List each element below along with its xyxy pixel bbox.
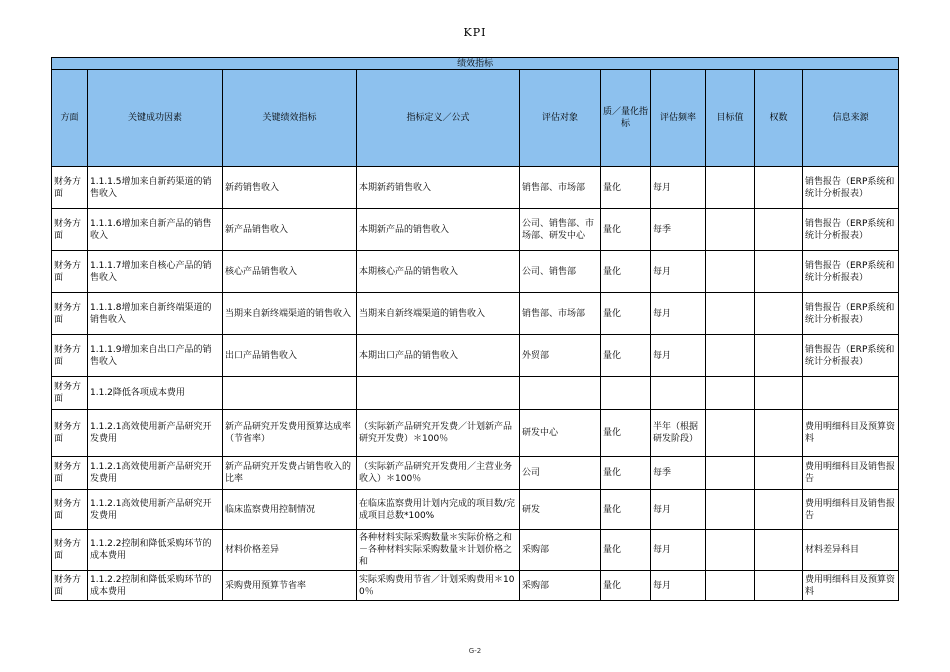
cell-key-success-factor: 1.1.1.7增加来自核心产品的销售收入 xyxy=(88,251,223,293)
cell-frequency: 每月 xyxy=(651,293,706,335)
cell-target-value xyxy=(706,377,755,410)
header-weight: 权数 xyxy=(755,70,803,167)
cell-info-source: 费用明细科目及预算资料 xyxy=(803,410,899,457)
cell-frequency: 每月 xyxy=(651,335,706,377)
cell-quality-quantity: 量化 xyxy=(601,410,651,457)
cell-target-value xyxy=(706,457,755,490)
cell-definition-formula: 本期新产品的销售收入 xyxy=(357,209,520,251)
cell-weight xyxy=(755,293,803,335)
cell-frequency: 半年（根据研发阶段） xyxy=(651,410,706,457)
kpi-table xyxy=(51,57,899,601)
cell-aspect: 财务方面 xyxy=(52,410,88,457)
cell-target-value xyxy=(706,209,755,251)
table-row xyxy=(52,293,899,335)
table-row xyxy=(52,209,899,251)
cell-weight xyxy=(755,530,803,571)
cell-key-success-factor: 1.1.1.9增加来自出口产品的销售收入 xyxy=(88,335,223,377)
cell-kpi: 新产品研究开发费占销售收入的比率 xyxy=(223,457,357,490)
cell-target-value xyxy=(706,251,755,293)
table-row xyxy=(52,490,899,530)
cell-target-object: 销售部、市场部 xyxy=(520,293,601,335)
cell-weight xyxy=(755,377,803,410)
cell-kpi: 临床监察费用控制情况 xyxy=(223,490,357,530)
cell-target-object: 采购部 xyxy=(520,530,601,571)
cell-target-object: 研发中心 xyxy=(520,410,601,457)
cell-target-value xyxy=(706,530,755,571)
cell-frequency: 每月 xyxy=(651,490,706,530)
header-target-value: 目标值 xyxy=(706,70,755,167)
cell-definition-formula: 本期出口产品的销售收入 xyxy=(357,335,520,377)
cell-info-source: 费用明细科目及销售报告 xyxy=(803,490,899,530)
cell-quality-quantity: 量化 xyxy=(601,167,651,209)
cell-kpi: 当期来自新终端渠道的销售收入 xyxy=(223,293,357,335)
cell-target-object: 研发 xyxy=(520,490,601,530)
cell-weight xyxy=(755,571,803,601)
cell-frequency: 每季 xyxy=(651,209,706,251)
table-row xyxy=(52,410,899,457)
cell-aspect: 财务方面 xyxy=(52,209,88,251)
table-row xyxy=(52,377,899,410)
cell-key-success-factor: 1.1.1.8增加来自新终端渠道的销售收入 xyxy=(88,293,223,335)
cell-info-source: 销售报告（ERP系统和统计分析报表） xyxy=(803,335,899,377)
cell-target-value xyxy=(706,167,755,209)
cell-kpi: 新产品研究开发费用预算达成率（节省率） xyxy=(223,410,357,457)
cell-aspect: 财务方面 xyxy=(52,251,88,293)
cell-weight xyxy=(755,251,803,293)
cell-info-source xyxy=(803,377,899,410)
cell-info-source: 销售报告（ERP系统和统计分析报表） xyxy=(803,293,899,335)
cell-target-value xyxy=(706,410,755,457)
cell-kpi: 出口产品销售收入 xyxy=(223,335,357,377)
cell-weight xyxy=(755,490,803,530)
cell-target-value xyxy=(706,490,755,530)
header-target-object: 评估对象 xyxy=(520,70,601,167)
table-row xyxy=(52,530,899,571)
cell-target-value xyxy=(706,571,755,601)
cell-target-object: 采购部 xyxy=(520,571,601,601)
cell-definition-formula: 本期核心产品的销售收入 xyxy=(357,251,520,293)
cell-quality-quantity: 量化 xyxy=(601,571,651,601)
cell-aspect: 财务方面 xyxy=(52,490,88,530)
cell-quality-quantity: 量化 xyxy=(601,490,651,530)
cell-frequency xyxy=(651,377,706,410)
cell-key-success-factor: 1.1.2.1高效使用新产品研究开发费用 xyxy=(88,490,223,530)
cell-definition-formula: 当期来自新终端渠道的销售收入 xyxy=(357,293,520,335)
cell-key-success-factor: 1.1.2.1高效使用新产品研究开发费用 xyxy=(88,457,223,490)
cell-kpi: 采购费用预算节省率 xyxy=(223,571,357,601)
cell-definition-formula: （实际新产品研究开发费用／主营业务收入）＊100％ xyxy=(357,457,520,490)
cell-target-object xyxy=(520,377,601,410)
cell-definition-formula xyxy=(357,377,520,410)
cell-key-success-factor: 1.1.2降低各项成本费用 xyxy=(88,377,223,410)
table-header-row xyxy=(52,70,899,167)
cell-quality-quantity xyxy=(601,377,651,410)
cell-frequency: 每月 xyxy=(651,530,706,571)
cell-target-object: 公司、销售部、市场部、研发中心 xyxy=(520,209,601,251)
cell-target-object: 外贸部 xyxy=(520,335,601,377)
cell-aspect: 财务方面 xyxy=(52,335,88,377)
cell-definition-formula: 实际采购费用节省／计划采购费用＊100％ xyxy=(357,571,520,601)
cell-aspect: 财务方面 xyxy=(52,293,88,335)
cell-info-source: 费用明细科目及预算资料 xyxy=(803,571,899,601)
cell-key-success-factor: 1.1.1.5增加来自新药渠道的销售收入 xyxy=(88,167,223,209)
cell-kpi: 核心产品销售收入 xyxy=(223,251,357,293)
cell-quality-quantity: 量化 xyxy=(601,293,651,335)
table-row xyxy=(52,457,899,490)
header-kpi: 关键绩效指标 xyxy=(223,70,357,167)
header-aspect: 方面 xyxy=(52,70,88,167)
cell-weight xyxy=(755,209,803,251)
table-banner: 绩效指标 xyxy=(52,58,899,70)
cell-target-value xyxy=(706,293,755,335)
cell-key-success-factor: 1.1.1.6增加来自新产品的销售收入 xyxy=(88,209,223,251)
cell-target-object: 公司 xyxy=(520,457,601,490)
document-title: KPI xyxy=(463,26,487,39)
cell-quality-quantity: 量化 xyxy=(601,209,651,251)
cell-quality-quantity: 量化 xyxy=(601,530,651,571)
header-definition-formula: 指标定义／公式 xyxy=(357,70,520,167)
cell-frequency: 每月 xyxy=(651,251,706,293)
table-row xyxy=(52,335,899,377)
header-key-success-factor: 关键成功因素 xyxy=(88,70,223,167)
cell-target-object: 公司、销售部 xyxy=(520,251,601,293)
cell-info-source: 销售报告（ERP系统和统计分析报表） xyxy=(803,251,899,293)
cell-frequency: 每月 xyxy=(651,167,706,209)
cell-aspect: 财务方面 xyxy=(52,457,88,490)
cell-kpi: 材料价格差异 xyxy=(223,530,357,571)
header-info-source: 信息来源 xyxy=(803,70,899,167)
table-row xyxy=(52,251,899,293)
cell-info-source: 销售报告（ERP系统和统计分析报表） xyxy=(803,167,899,209)
cell-kpi: 新产品销售收入 xyxy=(223,209,357,251)
cell-aspect: 财务方面 xyxy=(52,530,88,571)
cell-aspect: 财务方面 xyxy=(52,571,88,601)
cell-frequency: 每月 xyxy=(651,571,706,601)
cell-definition-formula: 本期新药销售收入 xyxy=(357,167,520,209)
cell-info-source: 费用明细科目及销售报告 xyxy=(803,457,899,490)
cell-info-source: 销售报告（ERP系统和统计分析报表） xyxy=(803,209,899,251)
cell-key-success-factor: 1.1.2.2控制和降低采购环节的成本费用 xyxy=(88,530,223,571)
table-banner-row xyxy=(52,58,899,70)
page-footer: G-2 xyxy=(468,647,482,655)
table-row xyxy=(52,571,899,601)
cell-quality-quantity: 量化 xyxy=(601,335,651,377)
cell-target-value xyxy=(706,335,755,377)
cell-kpi: 新药销售收入 xyxy=(223,167,357,209)
cell-key-success-factor: 1.1.2.1高效使用新产品研究开发费用 xyxy=(88,410,223,457)
cell-target-object: 销售部、市场部 xyxy=(520,167,601,209)
cell-quality-quantity: 量化 xyxy=(601,457,651,490)
cell-weight xyxy=(755,410,803,457)
cell-aspect: 财务方面 xyxy=(52,377,88,410)
table-body xyxy=(52,167,899,601)
cell-kpi xyxy=(223,377,357,410)
header-quality-quantity: 质／量化指标 xyxy=(601,70,651,167)
cell-info-source: 材料差异科目 xyxy=(803,530,899,571)
cell-key-success-factor: 1.1.2.2控制和降低采购环节的成本费用 xyxy=(88,571,223,601)
cell-aspect: 财务方面 xyxy=(52,167,88,209)
cell-weight xyxy=(755,167,803,209)
cell-quality-quantity: 量化 xyxy=(601,251,651,293)
cell-definition-formula: 各种材料实际采购数量＊实际价格之和－各种材料实际采购数量＊计划价格之和 xyxy=(357,530,520,571)
cell-weight xyxy=(755,335,803,377)
table-row xyxy=(52,167,899,209)
cell-definition-formula: （实际新产品研究开发费／计划新产品研究开发费）＊100％ xyxy=(357,410,520,457)
cell-definition-formula: 在临床监察费用计划内完成的项目数/完成项目总数*100% xyxy=(357,490,520,530)
cell-frequency: 每季 xyxy=(651,457,706,490)
header-frequency: 评估频率 xyxy=(651,70,706,167)
cell-weight xyxy=(755,457,803,490)
